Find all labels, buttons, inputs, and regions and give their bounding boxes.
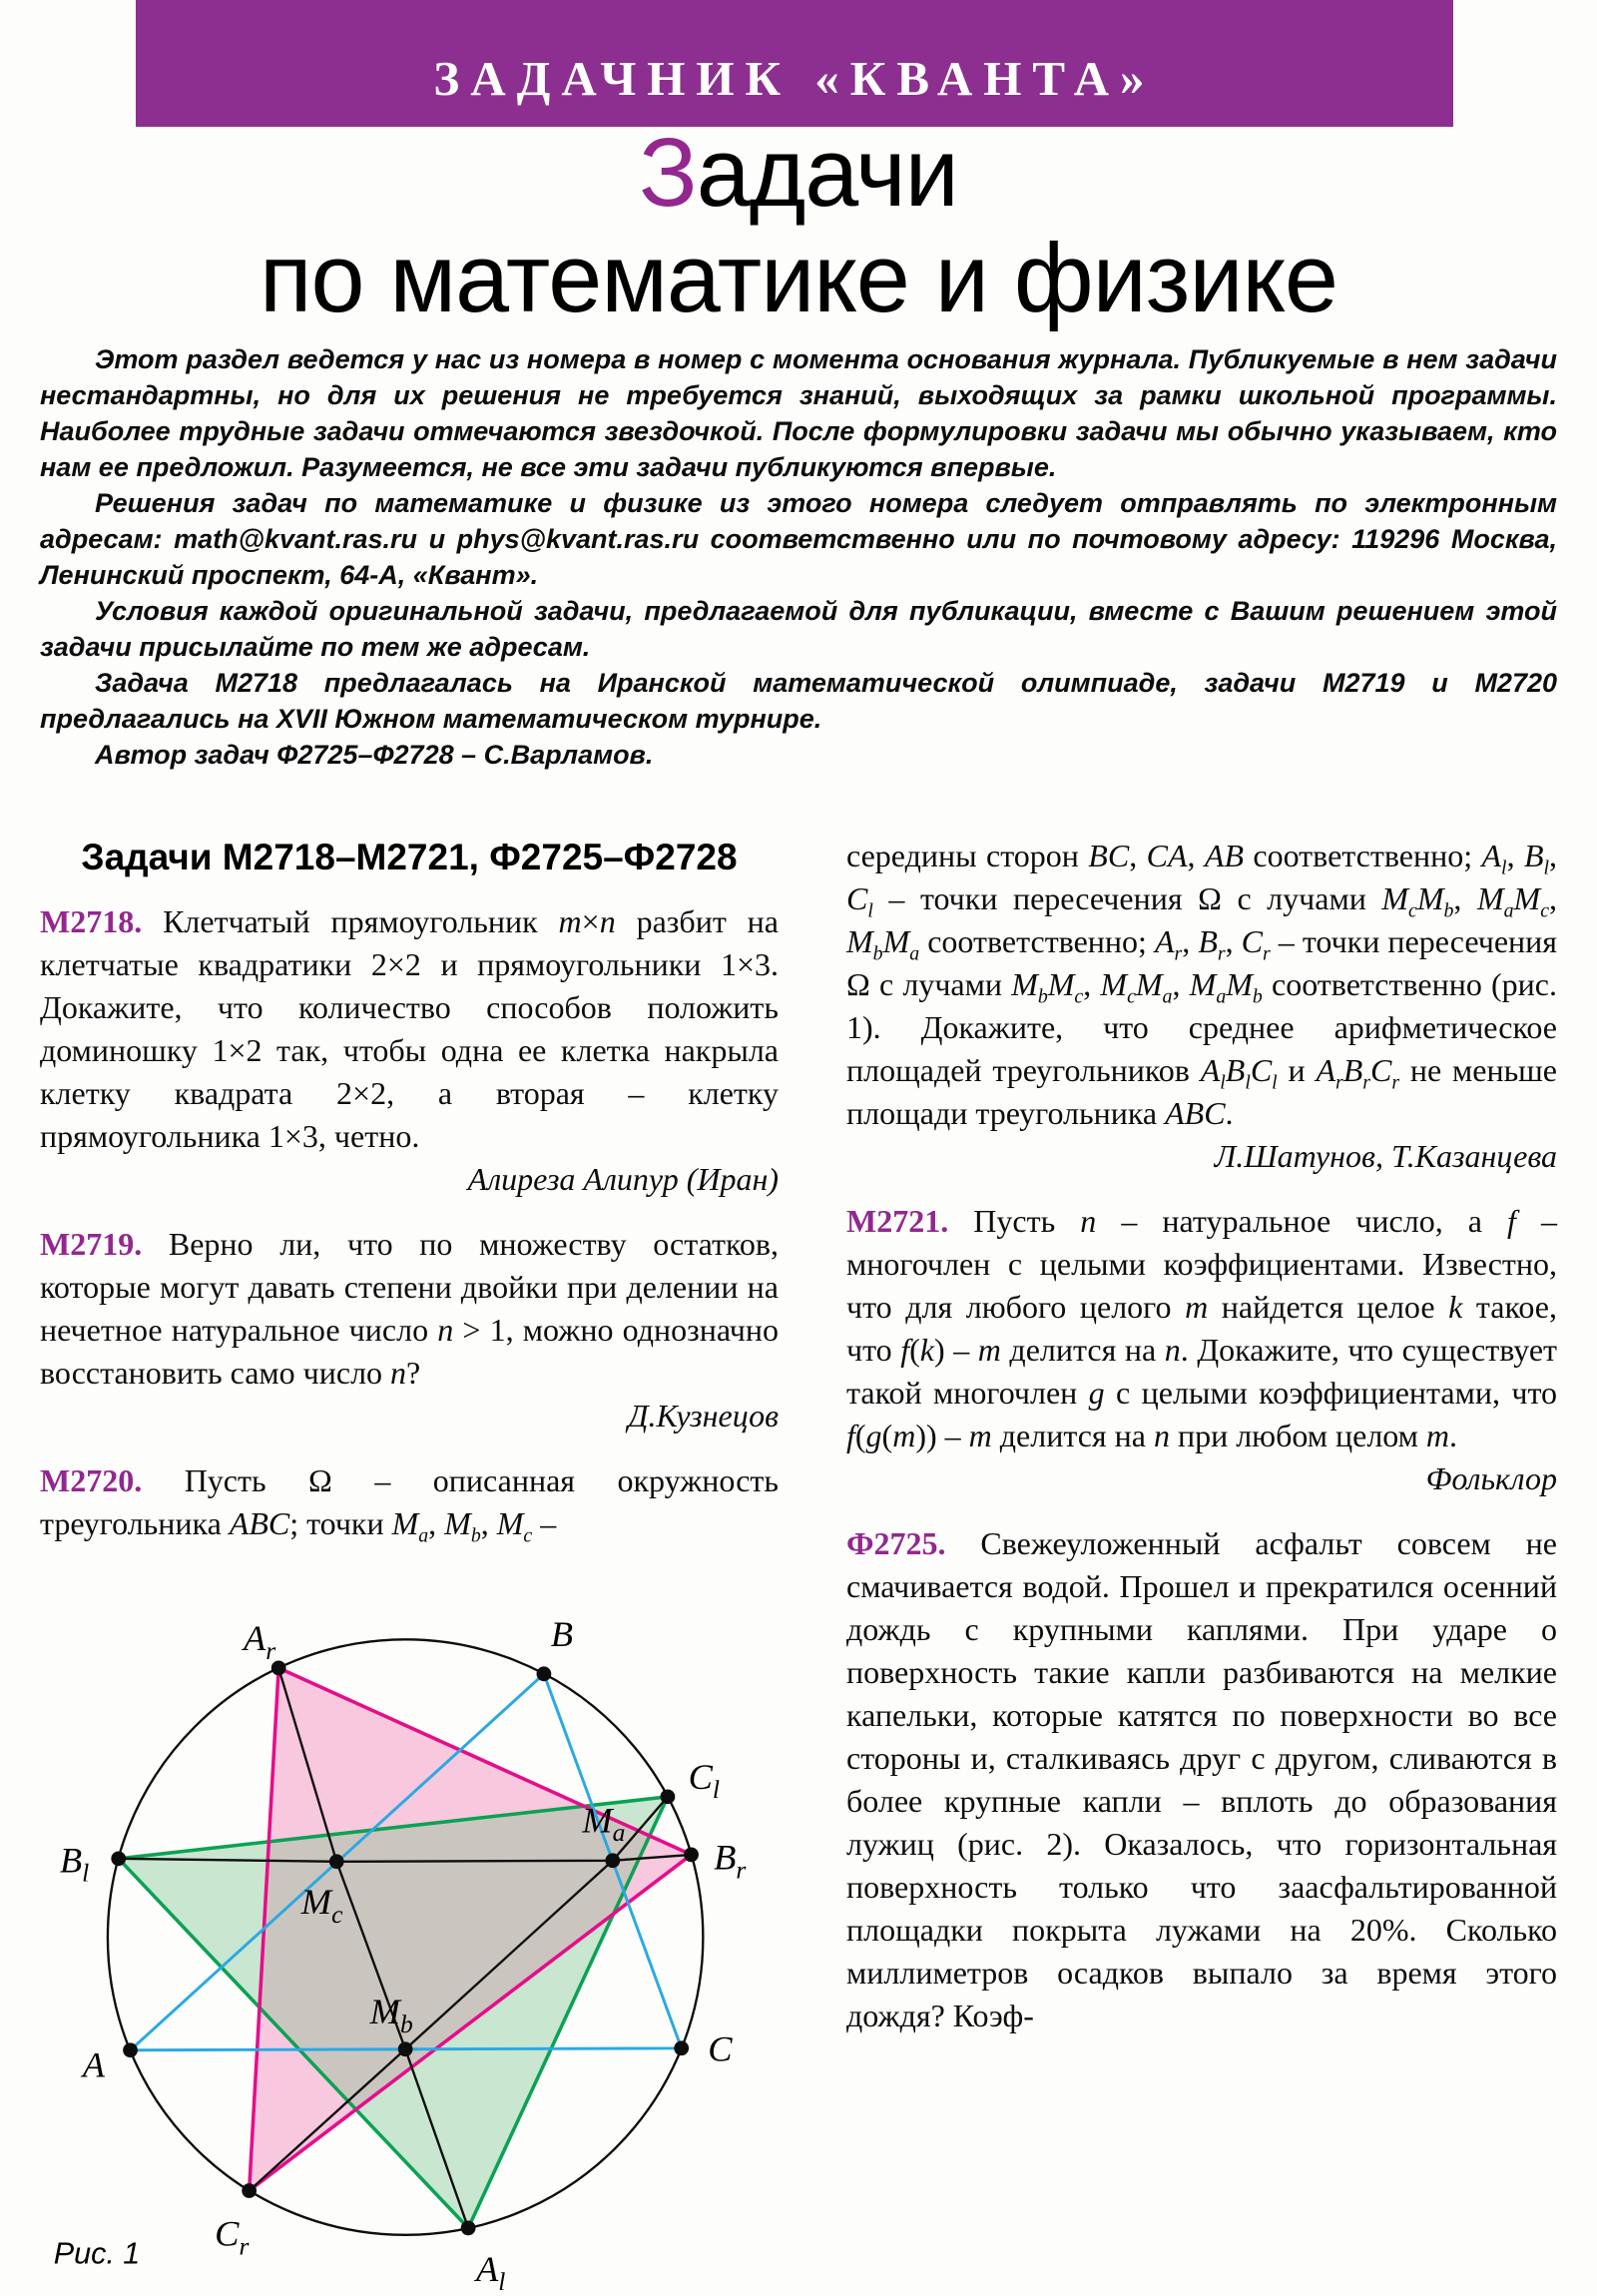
problem-label-f2725: Ф2725. [846, 1525, 946, 1561]
point-dot-Mb [398, 2041, 413, 2056]
problem-author-m2719: Д.Кузнецов [628, 1398, 779, 1434]
problem-authors-m2720: Л.Шатунов, Т.Казанцева [1214, 1138, 1557, 1174]
page-title-line2: по математике и физике [259, 224, 1337, 332]
point-dot-Br [684, 1848, 699, 1863]
problem-m2718 [40, 900, 779, 1158]
problem-m2720-continuation: середины сторон BC, CA, AB соответственно; $A_l$, $B_l$, $C_l$ – точки пересечения Ω с лучами $M_cM_b$, $M_aM_c$, $M_bM_a$ соответственно; $A_r$, $B_r$, $C_r$ – точки пересечения Ω с лучами $M_bM_c$, $M_cM_a$, $M_aM_b$ соответственно (рис. 1). Докажите, что среднее арифметическое площадей треугольников $A_lB_lC_l$ и $A_rB_rC_r$ не меньше площади треугольника ABC. [846, 838, 1558, 1131]
point-label-Bl: $B_l$ [59, 1840, 90, 1888]
problem-label-m2720: М2720. [40, 1462, 143, 1498]
intro-paragraph: Решения задач по математике и физике из этого номера следует отправлять по электронным адресам: math@kvant.ras.ru и phys@kvant.ras.ru соответственно или по почтовому адресу: 119296 Москва, Ленинский проспект, 64-А, «Квант». [40, 488, 1557, 590]
point-label-C: C [708, 2028, 733, 2069]
point-label-Al: $A_l$ [475, 2249, 506, 2291]
problem-body-m2720: Пусть Ω – описанная окружность треугольника ABC; точки $M_a$, $M_b$, $M_c$ – [40, 1462, 780, 1547]
point-dot-A [123, 2042, 138, 2057]
problem-body-m2718: Клетчатый прямоугольник m×n разбит на клетчатые квадратики 2×2 и прямоугольники 1×3. Докажите, что количество способов положить доминошку 1×2 так, чтобы одна ее клетка накрыла клетку квадрата 2×2, а вторая – клетку прямоугольника 1×3, четно. [40, 903, 780, 1154]
problem-label-m2719: М2719. [40, 1226, 143, 1262]
page-title-accent-letter: З [639, 118, 697, 227]
problem-author-m2718: Алиреза Алипур (Иран) [467, 1161, 779, 1197]
point-label-Mb: $M_b$ [369, 1992, 413, 2039]
problem-body-m2721: Пусть n – натуральное число, а f – многочлен с целыми коэффициентами. Известно, что для любого целого m найдется целое k такое, что f(k) – m делится на n. Докажите, что существует такой многочлен g с целыми коэффициентами, что f(g(m)) – m делится на n при любом целом m. [846, 1203, 1558, 1453]
problem-f2725 [846, 1522, 1557, 2037]
point-dot-C [674, 2040, 689, 2055]
problem-m2721 [846, 1200, 1557, 1457]
point-label-B: B [550, 1614, 574, 1655]
problem-m2719 [40, 1223, 779, 1395]
point-label-A: A [82, 2044, 105, 2085]
figure-caption: Рис. 1 [53, 2236, 141, 2271]
point-label-Mc: $M_c$ [300, 1881, 343, 1929]
intro-block [40, 341, 1557, 773]
point-dot-B [537, 1666, 552, 1681]
problem-body-m2719: Верно ли, что по множеству остатков, которые могут давать степени двойки при делении на нечетное натуральное число n > 1, можно однозначно восстановить само число n? [40, 1226, 780, 1391]
intro-paragraph: Этот раздел ведется у нас из номера в номер с момента основания журнала. Публикуемые в нем задачи нестандартны, но для их решения не требуется знаний, выходящих за рамки школьной программы. Наиболее трудные задачи отмечаются звездочкой. После формулировки задачи мы обычно указываем, кто нам ее предложил. Разумеется, не все эти задачи публикуются впервые. [40, 344, 1557, 482]
point-dot-Cr [242, 2183, 257, 2198]
page-title-line1-rest: адачи [696, 118, 958, 227]
point-label-Ma: $M_a$ [582, 1800, 626, 1848]
problems-heading: Задачи М2718–М2721, Ф2725–Ф2728 [81, 837, 738, 877]
section-band [136, 0, 1453, 127]
problem-author-m2721: Фольклор [1425, 1460, 1557, 1496]
section-band-title: ЗАДАЧНИК «КВАНТА» [433, 51, 1156, 106]
right-column [846, 835, 1557, 2037]
intro-paragraph: Условия каждой оригинальной задачи, предлагаемой для публикации, вместе с Вашим решением этой задачи присылайте по тем же адресам. [40, 596, 1557, 662]
problem-label-m2718: М2718. [40, 903, 143, 939]
problem-m2720 [40, 1459, 779, 1545]
point-label-Cr: $C_r$ [215, 2213, 250, 2261]
problem-label-m2721: М2721. [846, 1203, 949, 1239]
left-column [40, 835, 779, 1545]
point-label-Ar: $A_r$ [243, 1618, 276, 1666]
point-dot-Mc [329, 1854, 344, 1869]
point-dot-Al [461, 2221, 476, 2236]
point-label-Br: $B_r$ [714, 1837, 747, 1885]
figure-1-geometry-diagram [40, 1593, 787, 2291]
point-label-Cl: $C_l$ [688, 1756, 720, 1804]
point-dot-Ma [605, 1853, 620, 1868]
point-dot-Cl [661, 1789, 676, 1804]
page-title-line1 [0, 120, 1597, 226]
intro-paragraph: Автор задач Ф2725–Ф2728 – С.Варламов. [95, 740, 654, 770]
point-dot-Bl [111, 1851, 126, 1866]
problem-body-f2725: Свежеуложенный асфальт совсем не смачивается водой. Прошел и прекратился осенний дождь с крупными каплями. При ударе о поверхность такие капли разбиваются на мелкие капельки, которые катятся по поверхности во все стороны и, сталкиваясь друг с другом, сливаются в более крупные капли – вплоть до образования лужиц (рис. 2). Оказалось, что горизонтальная поверхность только что заасфальтированной площадки покрыта лужами на 20%. Сколько миллиметров осадков выпало за время этого дождя? Коэф- [846, 1525, 1558, 2033]
intro-paragraph: Задача М2718 предлагалась на Иранской математической олимпиаде, задачи М2719 и М2720 предлагались на XVII Южном математическом турнире. [40, 668, 1557, 734]
page-title [0, 120, 1597, 331]
